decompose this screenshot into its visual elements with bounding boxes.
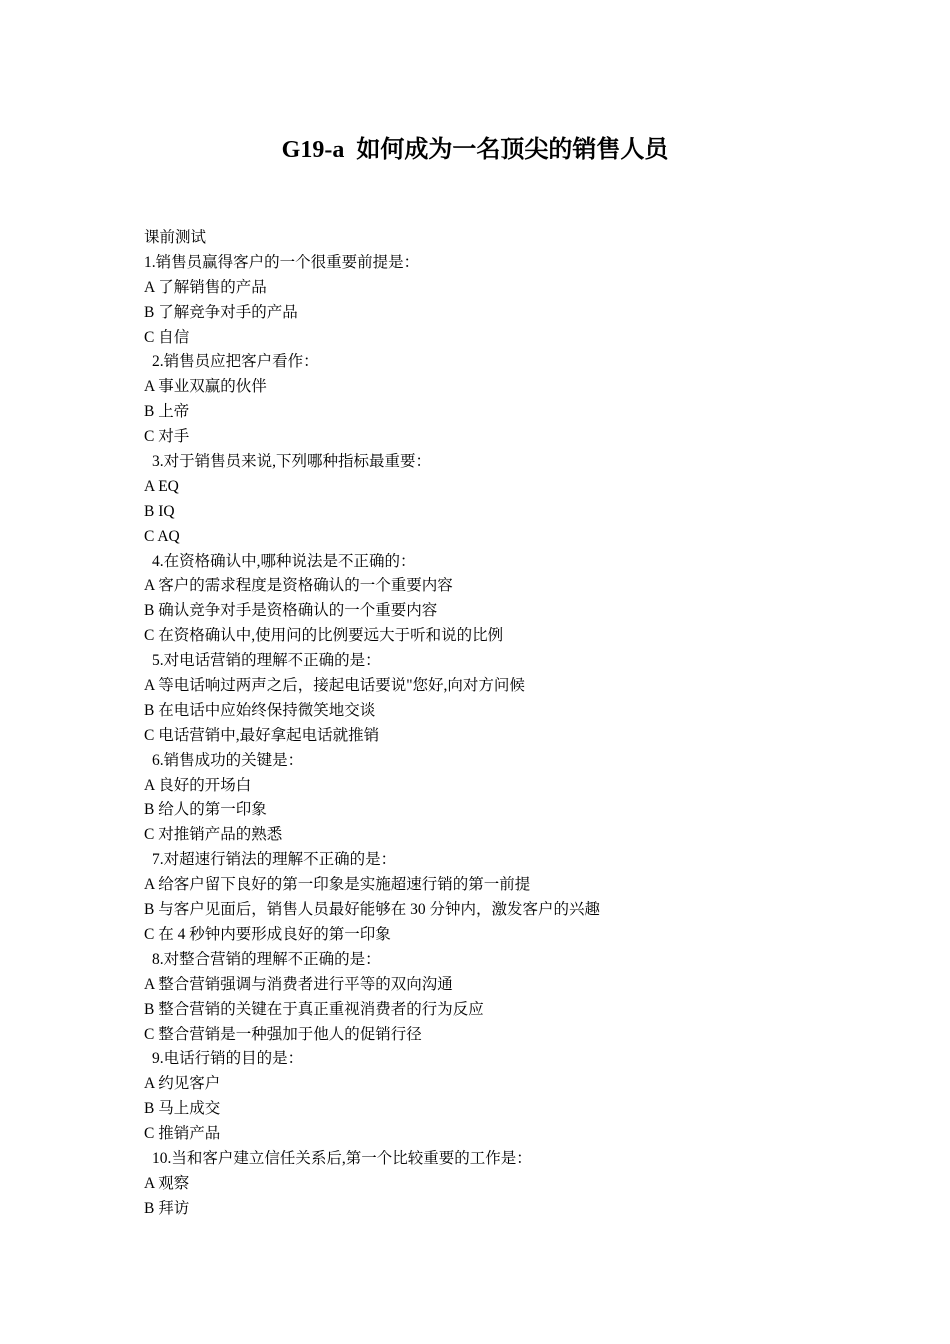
question-4-option-b: B 确认竞争对手是资格确认的一个重要内容 [144, 602, 438, 620]
question-10: 10.当和客户建立信任关系后,第一个比较重要的工作是： [152, 1149, 532, 1167]
question-10-option-b: B 拜访 [144, 1199, 190, 1217]
question-6-option-a: A 良好的开场白 [144, 776, 252, 794]
document-title: G19-a 如何成为一名顶尖的销售人员 [281, 137, 669, 163]
question-7: 7.对超速行销法的理解不正确的是： [152, 851, 397, 869]
question-10-option-a: A 观察 [144, 1174, 190, 1192]
question-5-option-a: A 等电话响过两声之后，接起电话要说"您好,向对方问候 [144, 677, 525, 695]
question-3-option-c: C AQ [144, 527, 180, 545]
question-3: 3.对于销售员来说,下列哪种指标最重要： [152, 453, 432, 471]
question-1: 1.销售员赢得客户的一个很重要前提是： [144, 253, 420, 271]
question-2-option-a: A 事业双赢的伙伴 [144, 378, 267, 396]
question-9-option-c: C 推销产品 [144, 1125, 221, 1143]
question-2-option-b: B 上帝 [144, 403, 190, 421]
question-5: 5.对电话营销的理解不正确的是： [152, 652, 381, 670]
question-4: 4.在资格确认中,哪种说法是不正确的： [152, 552, 416, 570]
question-2-option-c: C 对手 [144, 428, 190, 446]
question-8-option-a: A 整合营销强调与消费者进行平等的双向沟通 [144, 975, 453, 993]
question-9-option-b: B 马上成交 [144, 1100, 221, 1118]
question-6: 6.销售成功的关键是： [152, 751, 304, 769]
section-heading: 课前测试 [144, 229, 207, 246]
question-8-option-c: C 整合营销是一种强加于他人的促销行径 [144, 1025, 422, 1043]
question-1-option-c: C 自信 [144, 328, 190, 346]
question-8: 8.对整合营销的理解不正确的是： [152, 950, 381, 968]
question-3-option-b: B IQ [144, 502, 175, 520]
question-4-option-c: C 在资格确认中,使用问的比例要远大于听和说的比例 [144, 627, 504, 645]
question-7-option-a: A 给客户留下良好的第一印象是实施超速行销的第一前提 [144, 876, 531, 894]
question-1-option-b: B 了解竞争对手的产品 [144, 303, 298, 321]
question-5-option-b: B 在电话中应始终保持微笑地交谈 [144, 701, 376, 719]
question-9-option-a: A 约见客户 [144, 1075, 221, 1093]
question-7-option-c: C 在 4 秒钟内要形成良好的第一印象 [144, 925, 391, 943]
question-6-option-b: B 给人的第一印象 [144, 801, 267, 819]
question-3-option-a: A EQ [144, 477, 179, 495]
question-7-option-b: B 与客户见面后，销售人员最好能够在 30 分钟内，激发客户的兴趣 [144, 901, 600, 919]
question-4-option-a: A 客户的需求程度是资格确认的一个重要内容 [144, 577, 453, 595]
question-8-option-b: B 整合营销的关键在于真正重视消费者的行为反应 [144, 1000, 484, 1018]
quiz-body [144, 226, 844, 1222]
question-5-option-c: C 电话营销中,最好拿起电话就推销 [144, 726, 380, 744]
question-2: 2.销售员应把客户看作： [152, 353, 319, 371]
question-6-option-c: C 对推销产品的熟悉 [144, 826, 283, 844]
question-1-option-a: A 了解销售的产品 [144, 278, 267, 296]
question-9: 9.电话行销的目的是： [152, 1050, 304, 1068]
